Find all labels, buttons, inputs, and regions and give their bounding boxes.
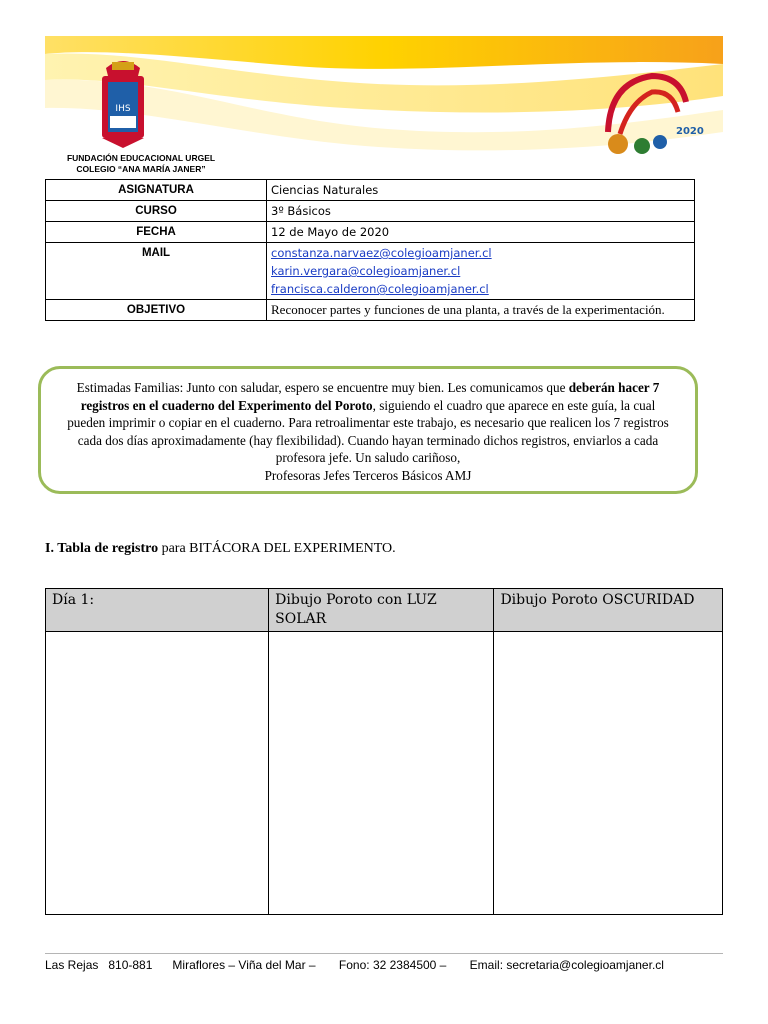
mail-link-calderon[interactable]: francisca.calderon@colegioamjaner.cl bbox=[271, 282, 489, 296]
record-cell-dark-drawing[interactable] bbox=[494, 632, 723, 915]
notice-signature: Profesoras Jefes Terceros Básicos AMJ bbox=[264, 467, 472, 483]
info-row-objetivo bbox=[46, 300, 695, 321]
anniversary-emblem-logo bbox=[590, 62, 704, 162]
info-row bbox=[46, 201, 695, 222]
family-notice-box bbox=[38, 366, 698, 494]
mail-link-vergara[interactable]: karin.vergara@colegioamjaner.cl bbox=[271, 264, 461, 278]
record-header-row bbox=[46, 589, 723, 632]
mail-list bbox=[267, 243, 695, 300]
notice-text-part1: Estimadas Familias: Junto con saludar, espero se encuentre muy bien. Les comunicamos que bbox=[76, 380, 569, 395]
info-row bbox=[46, 180, 695, 201]
info-value: Ciencias Naturales bbox=[267, 180, 695, 201]
record-cell-day[interactable] bbox=[46, 632, 269, 915]
mail-link-narvaez[interactable]: constanza.narvaez@colegioamjaner.cl bbox=[271, 246, 492, 260]
info-label: ASIGNATURA bbox=[46, 180, 267, 201]
objetivo-label: OBJETIVO bbox=[46, 300, 267, 321]
school-name-line2: COLEGIO “ANA MARÍA JANER” bbox=[76, 164, 206, 174]
section-title bbox=[45, 541, 396, 557]
school-name-line1: FUNDACIÓN EDUCACIONAL URGEL bbox=[66, 153, 216, 163]
record-header-light: Dibujo Poroto con LUZ SOLAR bbox=[269, 589, 494, 632]
mail-label: MAIL bbox=[46, 243, 267, 300]
info-value: 3º Básicos bbox=[267, 201, 695, 222]
record-header-day: Día 1: bbox=[46, 589, 269, 632]
objetivo-value: Reconocer partes y funciones de una planta, a través de la experimentación. bbox=[267, 300, 695, 321]
info-row-mail bbox=[46, 243, 695, 300]
section-title-prefix: I. bbox=[45, 541, 58, 556]
school-name bbox=[56, 153, 226, 175]
notice-text-part2: , siguiendo el cuadro que aparece en este guía, la cual pueden imprimir o copiar en el cuaderno. Para retroalimentar este trabajo, es necesario que realicen los 7 registros cada dos días aproximadamente (hay flexibilidad). Cuando hayan terminado dichos registros, enviarlos a cada profesora jefe. Un saludo cariñoso, bbox=[67, 397, 669, 465]
emblem-year: 2020 bbox=[676, 126, 704, 137]
record-drawing-row bbox=[46, 632, 723, 915]
record-header-dark: Dibujo Poroto OSCURIDAD bbox=[494, 589, 723, 632]
notice-text-bold: deberán hacer 7 registros en el cuaderno del Experimento del Poroto bbox=[80, 380, 660, 413]
crest-text: IHS bbox=[115, 104, 131, 114]
info-row bbox=[46, 222, 695, 243]
section-title-bold: Tabla de registro bbox=[57, 541, 159, 556]
record-cell-light-drawing[interactable] bbox=[269, 632, 494, 915]
footer-contact: Las Rejas 810-881 Miraflores – Viña del Mar – Fono: 32 2384500 – Email: secretaria@colegioamjaner.cl bbox=[45, 958, 664, 972]
footer-divider bbox=[45, 953, 723, 954]
info-label: FECHA bbox=[46, 222, 267, 243]
info-label: CURSO bbox=[46, 201, 267, 222]
info-table bbox=[45, 179, 695, 321]
section-title-rest: para BITÁCORA DEL EXPERIMENTO. bbox=[158, 541, 396, 556]
experiment-record-table bbox=[45, 588, 723, 915]
info-value: 12 de Mayo de 2020 bbox=[267, 222, 695, 243]
school-crest-logo bbox=[98, 58, 148, 150]
